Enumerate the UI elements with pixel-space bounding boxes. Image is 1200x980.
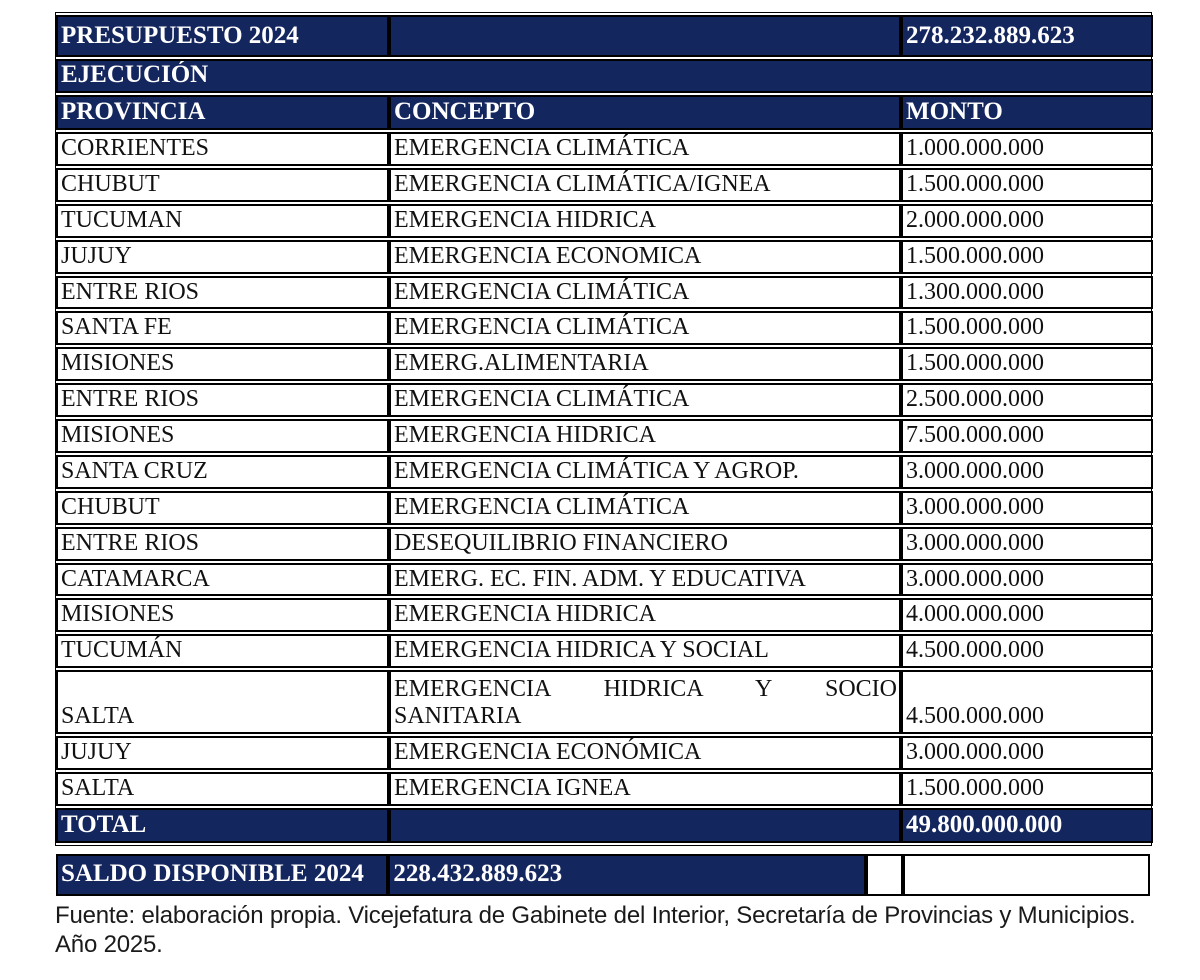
province-cell: ENTRE RIOS bbox=[56, 276, 389, 310]
presupuesto-row bbox=[56, 15, 1153, 57]
total-empty-cell bbox=[389, 808, 901, 843]
province-cell: JUJUY bbox=[56, 736, 389, 770]
province-cell: JUJUY bbox=[56, 240, 389, 274]
table-row bbox=[56, 563, 1153, 597]
table-row bbox=[56, 598, 1153, 632]
monto-cell: 2.000.000.000 bbox=[901, 204, 1153, 238]
saldo-spacer-cell bbox=[866, 854, 904, 896]
monto-cell: 4.500.000.000 bbox=[901, 670, 1153, 734]
ejecucion-row bbox=[56, 59, 1153, 93]
province-cell: ENTRE RIOS bbox=[56, 527, 389, 561]
source-note-line1: Fuente: elaboración propia. Vicejefatura de Gabinete del Interior, Secretaría de Provincias y Municipios. bbox=[55, 901, 1136, 929]
monto-cell: 7.500.000.000 bbox=[901, 419, 1153, 453]
table-row bbox=[56, 419, 1153, 453]
concept-cell: EMERGENCIA CLIMÁTICA bbox=[389, 132, 901, 166]
monto-cell: 4.000.000.000 bbox=[901, 598, 1153, 632]
monto-cell: 3.000.000.000 bbox=[901, 491, 1153, 525]
table-row bbox=[56, 276, 1153, 310]
table-row bbox=[56, 168, 1153, 202]
concept-cell: EMERGENCIA CLIMÁTICA Y AGROP. bbox=[389, 455, 901, 489]
province-cell: MISIONES bbox=[56, 419, 389, 453]
table-row bbox=[56, 311, 1153, 345]
total-label: TOTAL bbox=[56, 808, 389, 843]
monto-cell: 3.000.000.000 bbox=[901, 563, 1153, 597]
monto-cell: 1.300.000.000 bbox=[901, 276, 1153, 310]
monto-cell: 3.000.000.000 bbox=[901, 736, 1153, 770]
ejecucion-label: EJECUCIÓN bbox=[56, 59, 1153, 93]
concept-cell: EMERG. EC. FIN. ADM. Y EDUCATIVA bbox=[389, 563, 901, 597]
column-header-row bbox=[56, 95, 1153, 130]
presupuesto-empty-cell bbox=[389, 15, 901, 57]
province-cell: MISIONES bbox=[56, 598, 389, 632]
concept-cell: EMERGENCIA HIDRICA bbox=[389, 598, 901, 632]
monto-cell: 1.500.000.000 bbox=[901, 311, 1153, 345]
table-row bbox=[56, 204, 1153, 238]
province-cell: ENTRE RIOS bbox=[56, 383, 389, 417]
concept-cell: EMERGENCIA CLIMÁTICA bbox=[389, 276, 901, 310]
table-row bbox=[56, 132, 1153, 166]
total-value: 49.800.000.000 bbox=[901, 808, 1153, 843]
concept-cell: EMERGENCIA ECONÓMICA bbox=[389, 736, 901, 770]
table-row bbox=[56, 383, 1153, 417]
monto-cell: 1.500.000.000 bbox=[901, 772, 1153, 806]
monto-cell: 4.500.000.000 bbox=[901, 634, 1153, 668]
budget-table bbox=[56, 13, 1153, 845]
monto-cell: 1.500.000.000 bbox=[901, 240, 1153, 274]
table-row bbox=[56, 491, 1153, 525]
concept-cell: EMERGENCIA CLIMÁTICA bbox=[389, 383, 901, 417]
concept-cell: EMERGENCIA CLIMÁTICA/IGNEA bbox=[389, 168, 901, 202]
concept-cell: EMERGENCIA ECONOMICA bbox=[389, 240, 901, 274]
table-row bbox=[56, 527, 1153, 561]
budget-table-frame bbox=[55, 12, 1152, 846]
header-provincia: PROVINCIA bbox=[56, 95, 389, 130]
province-cell: SALTA bbox=[56, 670, 389, 734]
presupuesto-label: PRESUPUESTO 2024 bbox=[56, 15, 389, 57]
concept-cell: EMERG.ALIMENTARIA bbox=[389, 347, 901, 381]
table-row bbox=[56, 240, 1153, 274]
monto-cell: 1.500.000.000 bbox=[901, 347, 1153, 381]
header-monto: MONTO bbox=[901, 95, 1153, 130]
province-cell: SANTA FE bbox=[56, 311, 389, 345]
monto-cell: 1.000.000.000 bbox=[901, 132, 1153, 166]
concept-cell: EMERGENCIA IGNEA bbox=[389, 772, 901, 806]
table-row bbox=[56, 736, 1153, 770]
table-row bbox=[56, 455, 1153, 489]
concept-cell: EMERGENCIA CLIMÁTICA bbox=[389, 491, 901, 525]
total-row bbox=[56, 808, 1153, 843]
concept-cell: DESEQUILIBRIO FINANCIERO bbox=[389, 527, 901, 561]
province-cell: CATAMARCA bbox=[56, 563, 389, 597]
province-cell: MISIONES bbox=[56, 347, 389, 381]
province-cell: SANTA CRUZ bbox=[56, 455, 389, 489]
province-cell: CORRIENTES bbox=[56, 132, 389, 166]
saldo-empty-cell bbox=[903, 854, 1150, 896]
province-cell: TUCUMÁN bbox=[56, 634, 389, 668]
saldo-label: SALDO DISPONIBLE 2024 bbox=[56, 854, 388, 896]
source-note bbox=[55, 901, 1150, 960]
saldo-value: 228.432.889.623 bbox=[388, 854, 865, 896]
province-cell: TUCUMAN bbox=[56, 204, 389, 238]
presupuesto-value: 278.232.889.623 bbox=[901, 15, 1153, 57]
concept-cell: EMERGENCIA CLIMÁTICA bbox=[389, 311, 901, 345]
monto-cell: 3.000.000.000 bbox=[901, 527, 1153, 561]
province-cell: SALTA bbox=[56, 772, 389, 806]
concept-cell: EMERGENCIA HIDRICA Y SOCIAL bbox=[389, 634, 901, 668]
table-row bbox=[56, 347, 1153, 381]
table-row bbox=[56, 670, 1153, 734]
table-row bbox=[56, 634, 1153, 668]
header-concepto: CONCEPTO bbox=[389, 95, 901, 130]
concept-cell: EMERGENCIA HIDRICA bbox=[389, 204, 901, 238]
monto-cell: 1.500.000.000 bbox=[901, 168, 1153, 202]
source-note-line2: Año 2025. bbox=[55, 931, 163, 959]
concept-cell bbox=[389, 670, 901, 734]
monto-cell: 2.500.000.000 bbox=[901, 383, 1153, 417]
concept-line1: EMERGENCIA HIDRICA Y SOCIO bbox=[394, 676, 897, 703]
province-cell: CHUBUT bbox=[56, 168, 389, 202]
saldo-row bbox=[56, 854, 1150, 896]
concept-cell: EMERGENCIA HIDRICA bbox=[389, 419, 901, 453]
table-row bbox=[56, 772, 1153, 806]
province-cell: CHUBUT bbox=[56, 491, 389, 525]
concept-line2: SANITARIA bbox=[394, 703, 522, 730]
monto-cell: 3.000.000.000 bbox=[901, 455, 1153, 489]
